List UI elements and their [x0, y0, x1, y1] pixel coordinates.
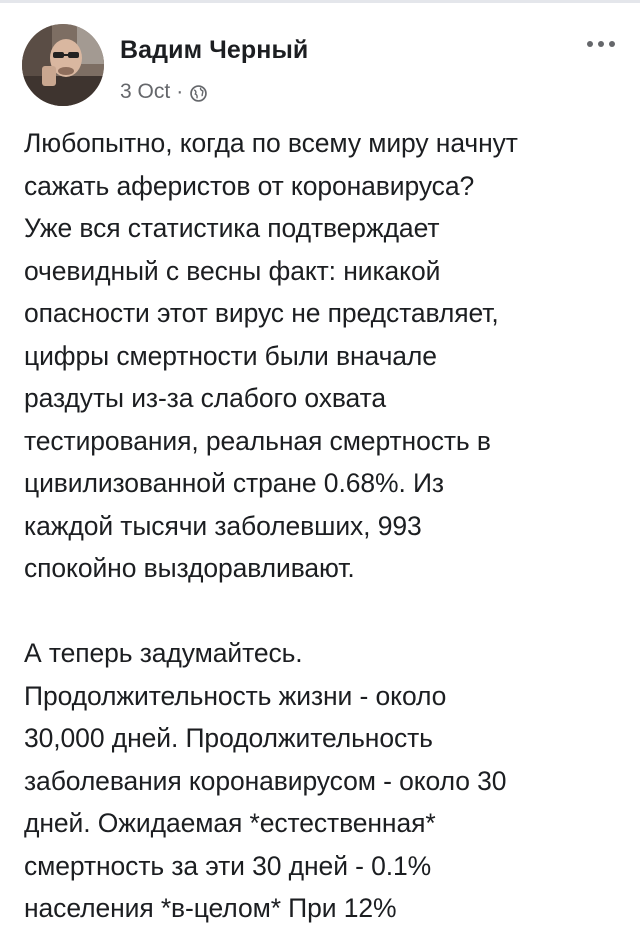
post-paragraph-2: А теперь задумайтесь. Продолжительность жизни - около 30,000 дней. Продолжительность заболевания коронавирусом - около 30 дней. Ожидаемая *естественная* смертность за эти 30 дней - 0.1% населения *в-целом* При 12%	[24, 638, 507, 923]
avatar[interactable]	[22, 24, 104, 106]
more-dots-icon[interactable]	[584, 36, 618, 52]
author-name[interactable]: Вадим Черный	[120, 36, 309, 64]
post-date[interactable]: 3 Oct	[120, 80, 171, 103]
post-meta	[120, 80, 207, 104]
post-body	[24, 122, 624, 930]
more-dot	[587, 41, 593, 47]
globe-icon[interactable]	[190, 84, 207, 101]
post-paragraph-1: Любопытно, когда по всему миру начнут сажать аферистов от коронавируса? Уже вся статистика подтверждает очевидный с весны факт: никакой опасности этот вирус не представляет, цифры смертности были вначале раздуты из-за слабого охвата тестирования, реальная смертность в цивилизованной стране 0.68%. Из каждой тысячи заболевших, 993 спокойно выздоравливают.	[24, 128, 518, 583]
more-dot	[598, 41, 604, 47]
more-dot	[609, 41, 615, 47]
post-header	[22, 22, 618, 112]
top-divider	[0, 0, 640, 3]
avatar-photo	[22, 24, 104, 106]
meta-separator: ·	[176, 80, 184, 103]
